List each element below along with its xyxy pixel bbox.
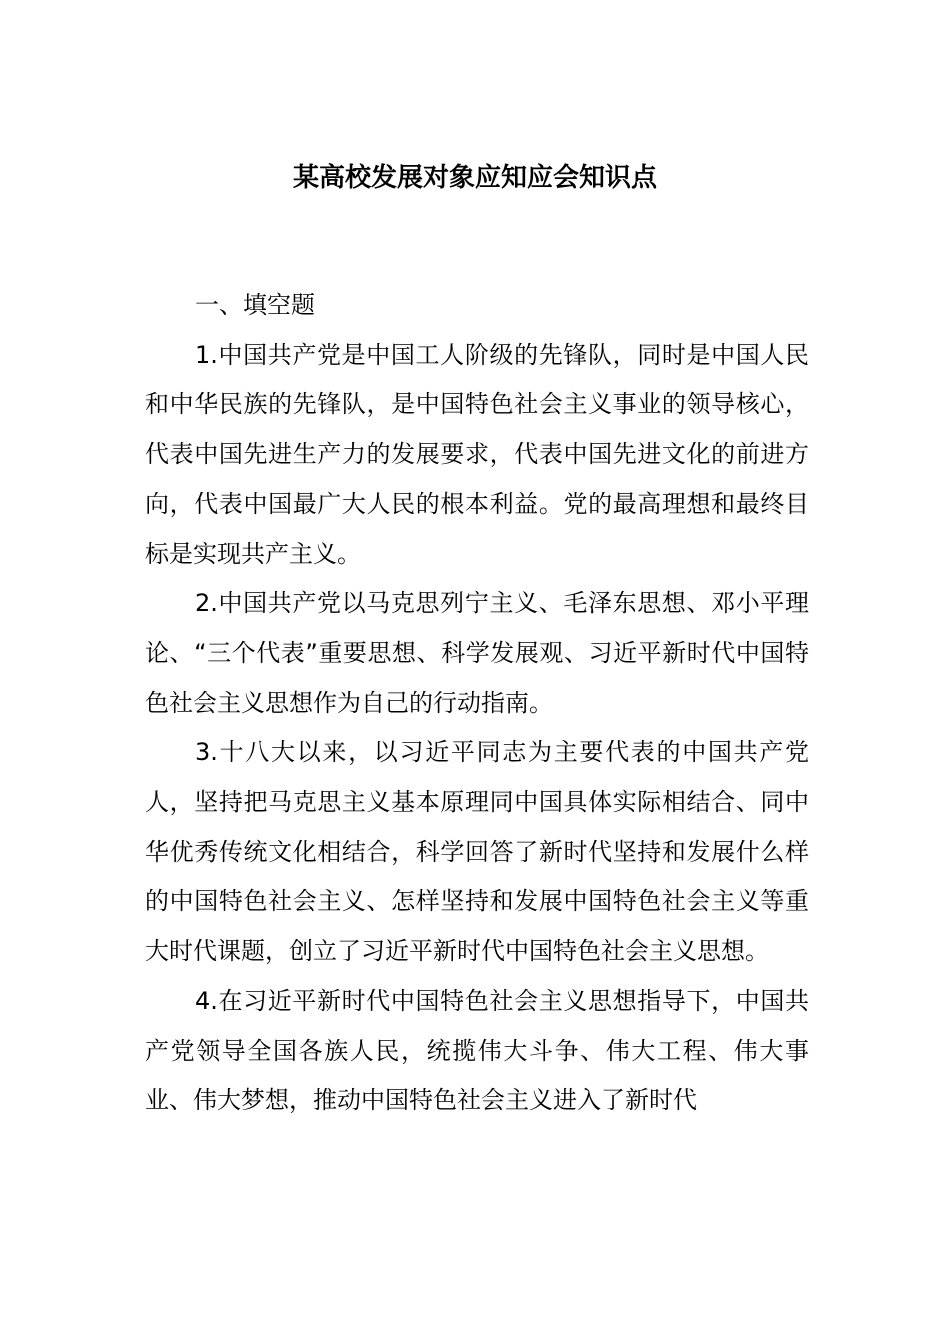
document-body	[145, 281, 809, 1126]
paragraph-1: 1.中国共产党是中国工人阶级的先锋队，同时是中国人民和中华民族的先锋队，是中国特色社会主义事业的领导核心，代表中国先进生产力的发展要求，代表中国先进文化的前进方向，代表中国最广大人民的根本利益。党的最高理想和最终目标是实现共产主义。	[145, 340, 809, 568]
paragraph-3: 3.十八大以来，以习近平同志为主要代表的中国共产党人，坚持把马克思主义基本原理同中国具体实际相结合、同中华优秀传统文化相结合，科学回答了新时代坚持和发展什么样的中国特色社会主义、怎样坚持和发展中国特色社会主义等重大时代课题，创立了习近平新时代中国特色社会主义思想。	[145, 738, 809, 966]
paragraph-4: 4.在习近平新时代中国特色社会主义思想指导下，中国共产党领导全国各族人民，统揽伟大斗争、伟大工程、伟大事业、伟大梦想，推动中国特色社会主义进入了新时代	[145, 986, 809, 1115]
paragraph-2: 2.中国共产党以马克思列宁主义、毛泽东思想、邓小平理论、“三个代表”重要思想、科学发展观、习近平新时代中国特色社会主义思想作为自己的行动指南。	[145, 589, 809, 717]
document-title: 某高校发展对象应知应会知识点	[292, 163, 657, 193]
section-heading: 一、填空题	[195, 291, 315, 319]
